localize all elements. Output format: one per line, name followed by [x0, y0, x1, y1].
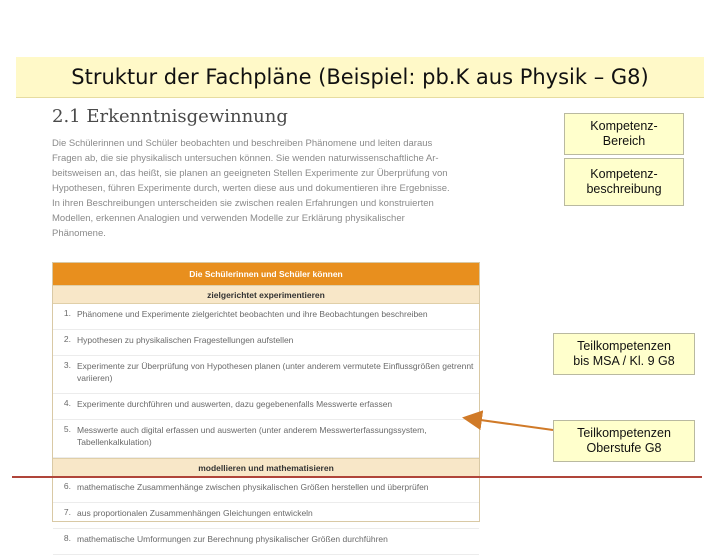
item-number: 3. [63, 360, 71, 370]
label-teilkompetenzen-oberstufe [553, 420, 695, 462]
item-number: 8. [63, 533, 71, 543]
label-kompetenzbereich [564, 113, 684, 155]
table-row [53, 330, 479, 356]
table-header: Die Schülerinnen und Schüler können [53, 263, 479, 285]
group-row-experimentieren: zielgerichtet experimentieren [53, 285, 479, 304]
label-kompetenzbeschreibung [564, 158, 684, 206]
label-line: Teilkompetenzen [577, 339, 671, 353]
intro-line: Fragen ab, die sie physikalisch untersuchen können. Sie wenden naturwissenschaftliche Ar- [52, 153, 439, 164]
intro-line: Phänomene. [52, 228, 106, 239]
label-line: Bereich [602, 134, 646, 148]
table-row [53, 420, 479, 458]
label-line: Kompetenz- [590, 167, 658, 181]
group-row-modellieren: modellieren und mathematisieren [53, 458, 479, 477]
intro-line: Modellen, erkennen Analogien und verwenden Modelle zur Erklärung physikalischer [52, 213, 405, 224]
item-text: mathematische Zusammenhänge zwischen physikalischen Größen herstellen und überprüfen [77, 482, 429, 492]
item-number: 6. [63, 481, 71, 491]
intro-line: Die Schülerinnen und Schüler beobachten und beschreiben Phänomene und leiten daraus [52, 138, 433, 149]
table-row [53, 356, 479, 394]
item-text: mathematische Umformungen zur Berechnung physikalischer Größen durchführen [77, 534, 388, 544]
slide-title-bar [16, 57, 704, 98]
item-text: Experimente zur Überprüfung von Hypothesen planen (unter anderem vermutete Einflussgrößen getrennt variieren) [77, 361, 474, 383]
label-line: Oberstufe G8 [586, 441, 662, 455]
table-row [53, 529, 479, 555]
section-heading: 2.1 Erkenntnisgewinnung [52, 106, 288, 127]
intro-line: beitsweisen an, das heißt, sie planen an geeigneten Stellen Experimente zur Überprüfung von [52, 168, 448, 179]
table-row [53, 477, 479, 503]
intro-line: Hypothesen, führen Experimente durch, werten diese aus und dokumentieren ihre Ergebnisse. [52, 183, 450, 194]
item-number: 5. [63, 424, 71, 434]
table-row [53, 503, 479, 529]
label-teilkompetenzen-msa [553, 333, 695, 375]
label-line: Kompetenz- [590, 119, 658, 133]
label-line: Teilkompetenzen [577, 426, 671, 440]
table-row [53, 304, 479, 330]
item-number: 7. [63, 507, 71, 517]
competency-table [52, 262, 480, 544]
slide-title: Struktur der Fachpläne (Beispiel: pb.K aus Physik – G8) [71, 65, 649, 89]
divider-line [12, 476, 702, 478]
item-text: aus proportionalen Zusammenhängen Gleichungen entwickeln [77, 508, 313, 518]
intro-paragraph [52, 136, 480, 241]
label-line: bis MSA / Kl. 9 G8 [573, 354, 675, 368]
label-line: beschreibung [586, 182, 662, 196]
item-text: Phänomene und Experimente zielgerichtet beobachten und ihre Beobachtungen beschreiben [77, 309, 428, 319]
item-text: Experimente durchführen und auswerten, dazu gegebenenfalls Messwerte erfassen [77, 399, 393, 409]
intro-line: In ihren Beschreibungen unterscheiden sie zwischen realen Erfahrungen und konstruierten [52, 198, 434, 209]
table-row [53, 394, 479, 420]
item-number: 1. [63, 308, 71, 318]
item-number: 2. [63, 334, 71, 344]
item-text: Messwerte auch digital erfassen und auswerten (unter anderem Messwerterfassungssystem, Tabellenkalkulation) [77, 425, 427, 447]
item-text: Hypothesen zu physikalischen Fragestellungen aufstellen [77, 335, 294, 345]
item-number: 4. [63, 398, 71, 408]
